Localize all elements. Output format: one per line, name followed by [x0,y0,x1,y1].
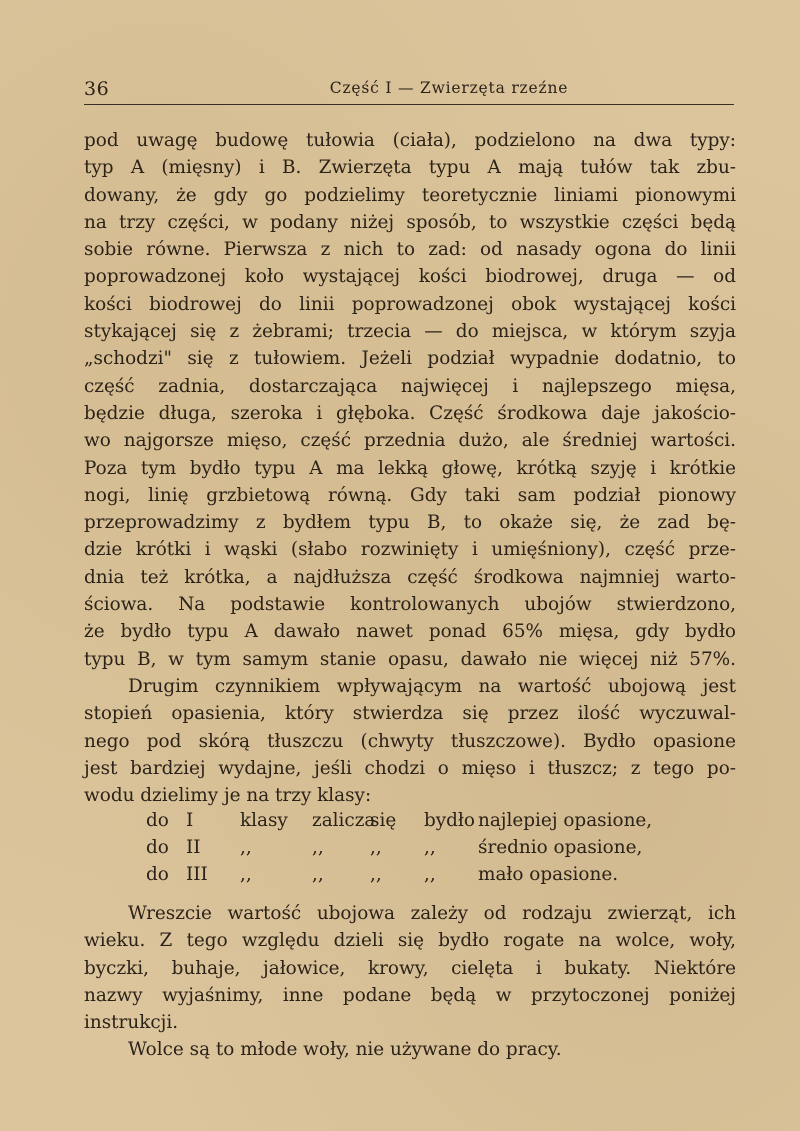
text-line: dnia też krótka, a najdłuższa część środkowa najmniej warto- [84,566,736,588]
text-line: będzie długa, szeroka i głęboka. Część środkowa daje jakościo- [84,402,736,424]
text-line: pod uwagę budowę tułowia (ciała), podzielono na dwa typy: [84,130,736,151]
text-line: Poza tym bydło typu A ma lekką głowę, krótką szyję i krótkie [84,457,736,479]
text-line: kości biodrowej do linii poprowadzonej obok wystającej kości [84,293,736,315]
class-prefix: do [146,810,169,831]
ditto-mark: ,, [370,837,382,858]
text-line: instrukcji. [84,1012,179,1034]
class-word: klasy [240,810,288,831]
text-line: że bydło typu A dawało nawet ponad 65% mięsa, gdy bydło [84,621,736,643]
text-line: nego pod skórą tłuszczu (chwyty tłuszczowe). Bydło opasione [84,730,736,752]
text-line: wodu dzielimy je na trzy klasy: [84,785,372,807]
paragraph-species-age [84,900,736,1064]
text-line: „schodzi" się z tułowiem. Jeżeli podział wypadnie dodatnio, to [84,348,736,370]
class-number: II [186,837,201,858]
class-number: I [186,810,194,831]
class-description: mało opasione. [478,864,619,885]
ditto-mark: ,, [240,837,252,858]
text-line: Wreszcie wartość ubojowa zależy od rodzaju zwierząt, ich [128,903,736,924]
class-word: się [370,810,397,831]
text-line: ściowa. Na podstawie kontrolowanych ubojów stwierdzono, [84,594,736,616]
text-line: typ A (mięsny) i B. Zwierzęta typu A mają tułów tak zbu- [84,157,736,179]
class-prefix: do [146,837,169,858]
text-line: Drugim czynnikiem wpływającym na wartość ubojową jest [128,675,736,697]
ditto-mark: ,, [424,864,436,885]
class-word: zalicza [312,810,376,831]
text-line: część zadnia, dostarczająca najwięcej i najlepszego mięsa, [84,375,736,397]
class-number: III [186,864,208,885]
text-line: byczki, buhaje, jałowice, krowy, cielęta i bukaty. Niektóre [84,957,736,979]
class-row [146,807,666,834]
text-line: stopień opasienia, który stwierdza się przez ilość wyczuwal- [84,703,736,725]
text-line: nazwy wyjaśnimy, inne podane będą w przytoczonej poniżej [84,984,736,1006]
text-line: stykającej się z żebrami; trzecia — do miejsca, w którym szyja [84,321,736,343]
page-number: 36 [84,78,110,100]
text-line: jest bardziej wydajne, jeśli chodzi o mięso i tłuszcz; z tego po- [84,757,736,779]
text-line: nogi, linię grzbietową równą. Gdy taki sam podział pionowy [84,484,736,506]
ditto-mark: ,, [312,864,324,885]
class-description: najlepiej opasione, [478,810,653,831]
text-line: sobie równe. Pierwsza z nich to zad: od nasady ogona do linii [84,239,736,261]
text-line: na trzy części, w podany niżej sposób, to wszystkie części będą [84,211,736,233]
text-line: przeprowadzimy z bydłem typu B, to okaże się, że zad bę- [84,512,736,534]
text-line: dowany, że gdy go podzielimy teoretycznie liniami pionowymi [84,184,736,206]
class-prefix: do [146,864,169,885]
text-line: wo najgorsze mięso, część przednia dużo, ale średniej wartości. [84,430,736,452]
text-line: typu B, w tym samym stanie opasu, dawało nie więcej niż 57%. [84,648,736,670]
running-title: Część I — Zwierzęta rzeźne [329,79,569,97]
class-description: średnio opasione, [478,837,643,858]
header-rule [84,104,734,105]
text-line: wieku. Z tego względu dzieli się bydło rogate na wolce, woły, [84,930,736,952]
text-line: poprowadzonej koło wystającej kości biodrowej, druga — od [84,266,736,288]
page-header [84,78,734,100]
class-row [146,861,666,888]
ditto-mark: ,, [240,864,252,885]
text-line: dzie krótki i wąski (słabo rozwinięty i umięśniony), część prze- [84,539,736,561]
class-word: bydło [424,810,475,831]
paragraph-body-types [84,127,736,809]
ditto-mark: ,, [424,837,436,858]
text-line: Wolce są to młode woły, nie używane do pracy. [128,1039,562,1061]
class-row [146,834,666,861]
ditto-mark: ,, [312,837,324,858]
ditto-mark: ,, [370,864,382,885]
fatness-class-list [146,807,666,888]
